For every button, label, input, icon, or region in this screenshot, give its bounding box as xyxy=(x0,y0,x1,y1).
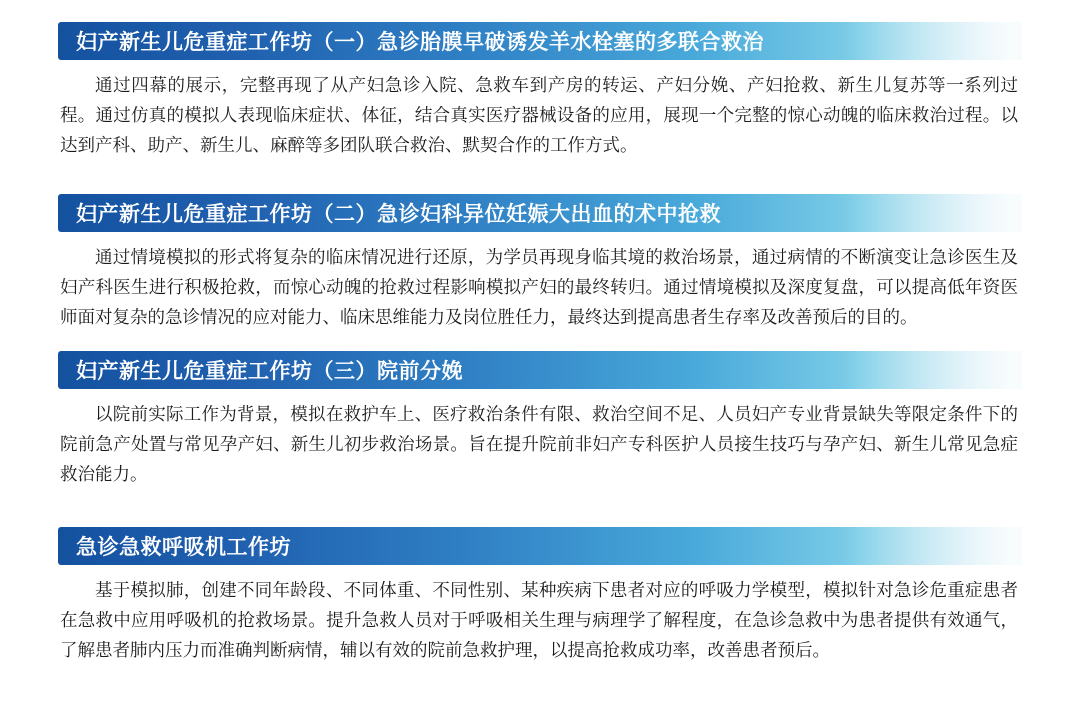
spacer-2 xyxy=(58,337,1022,351)
section-body-1: 通过四幕的展示，完整再现了从产妇急诊入院、急救车到产房的转运、产妇分娩、产妇抢救、新生儿复苏等一系列过程。通过仿真的模拟人表现临床症状、体征，结合真实医疗器械设备的应用，展现一个完整的惊心动魄的临床救治过程。以达到产科、助产、新生儿、麻醉等多团队联合救治、默契合作的工作方式。 xyxy=(60,75,1018,156)
section-title-4: 急诊急救呼吸机工作坊 xyxy=(76,535,291,559)
section-title-3: 妇产新生儿危重症工作坊（三）院前分娩 xyxy=(76,359,463,383)
section-body-4: 基于模拟肺，创建不同年龄段、不同体重、不同性别、某种疾病下患者对应的呼吸力学模型，模拟针对急诊危重症患者在急救中应用呼吸机的抢救场景。提升急救人员对于呼吸相关生理与病理学了解程度，在急诊急救中为患者提供有效通气，了解患者肺内压力而准确判断病情，辅以有效的院前急救护理，以提高抢救成功率，改善患者预后。 xyxy=(60,579,1018,661)
section-body-3: 以院前实际工作为背景，模拟在救护车上、医疗救治条件有限、救治空间不足、人员妇产专业背景缺失等限定条件下的院前急产处置与常见孕产妇、新生儿初步救治场景。旨在提升院前非妇产专科医护人员接生技巧与孕产妇、新生儿常见急症救治能力。 xyxy=(60,403,1018,484)
section-title-2: 妇产新生儿危重症工作坊（二）急诊妇科异位妊娠大出血的术中抢救 xyxy=(76,203,721,227)
spacer-1 xyxy=(58,164,1022,194)
spacer-3 xyxy=(58,493,1022,527)
section-workshop-4 xyxy=(58,527,1022,665)
section-banner-4 xyxy=(58,527,1022,565)
section-workshop-1 xyxy=(58,22,1022,160)
section-banner-3 xyxy=(58,351,1022,389)
section-title-1: 妇产新生儿危重症工作坊（一）急诊胎膜早破诱发羊水栓塞的多联合救治 xyxy=(76,31,764,54)
section-body-2: 通过情境模拟的形式将复杂的临床情况进行还原，为学员再现身临其境的救治场景，通过病情的不断演变让急诊医生及妇产科医生进行积极抢救，而惊心动魄的抢救过程影响模拟产妇的最终转归。通过情境模拟及深度复盘，可以提高低年资医师面对复杂的急诊情况的应对能力、临床思维能力及岗位胜任力，最终达到提高患者生存率及改善预后的目的。 xyxy=(60,247,1018,328)
section-banner-2 xyxy=(58,194,1022,232)
section-workshop-2 xyxy=(58,194,1022,332)
section-banner-1 xyxy=(58,22,1022,60)
section-workshop-3 xyxy=(58,351,1022,489)
